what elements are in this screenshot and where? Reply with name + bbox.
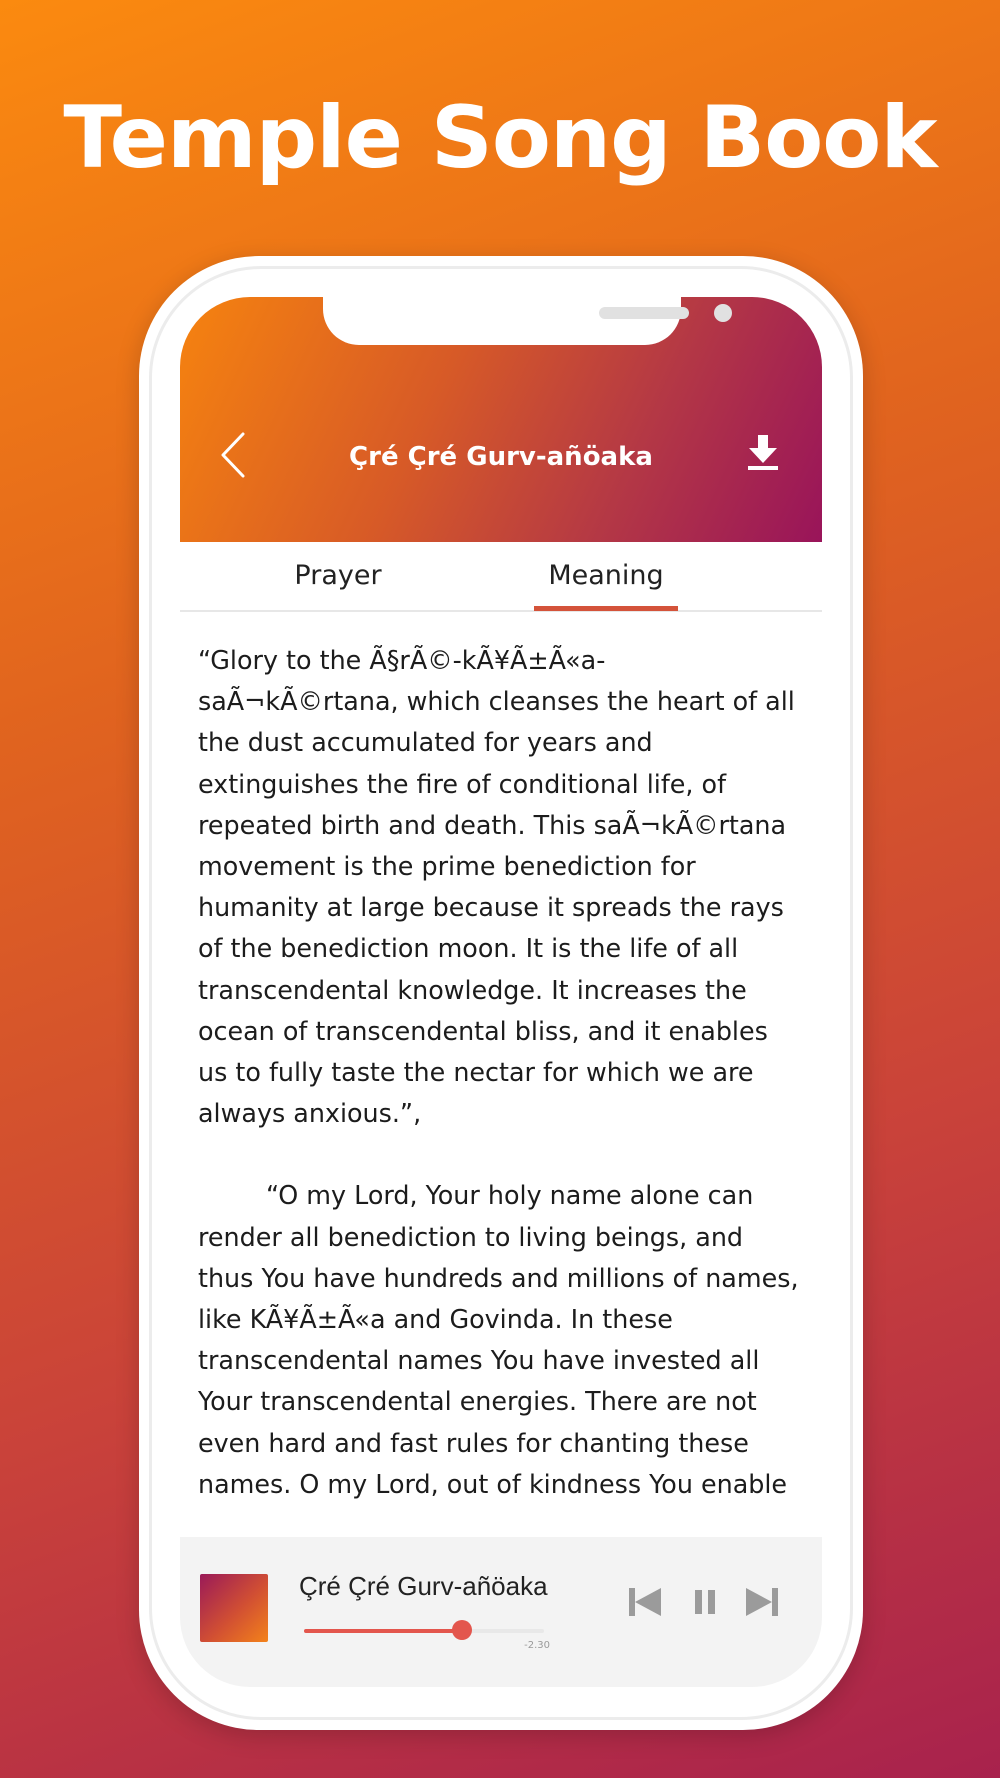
tab-meaning[interactable]: Meaning	[548, 560, 664, 591]
progress-fill	[304, 1629, 462, 1633]
mini-player[interactable]	[180, 1537, 822, 1687]
speaker-grille	[599, 307, 689, 319]
time-remaining: -2.30	[524, 1640, 550, 1651]
pause-button[interactable]	[685, 1582, 725, 1622]
previous-button[interactable]	[625, 1582, 665, 1622]
player-track-title: Çré Çré Gurv-añöaka	[299, 1571, 548, 1601]
chevron-left-icon	[215, 430, 255, 480]
song-title: Çré Çré Gurv-añöaka	[349, 442, 653, 472]
phone-notch	[323, 297, 681, 345]
meaning-paragraph: “Glory to the Ã§rÃ©-kÃ¥Ã±Ã«a-saÃ¬kÃ©rtana, which cleanses the heart of all the dust accumulated for years and extinguishes the fire of conditional life, of repeated birth and death. This saÃ¬kÃ©rtana movement is the prime benediction for humanity at large because it spreads the rays of the benediction moon. It is the life of all transcendental knowledge. It increases the ocean of transcendental bliss, and it enables us to fully taste the nectar for which we are always anxious.”,	[198, 645, 795, 1129]
pause-icon	[685, 1582, 725, 1622]
active-tab-indicator	[534, 606, 678, 611]
next-button[interactable]	[742, 1582, 782, 1622]
skip-next-icon	[742, 1582, 782, 1622]
tab-bar	[180, 542, 822, 612]
promo-title: Temple Song Book	[63, 88, 937, 188]
album-art[interactable]	[200, 1574, 268, 1642]
front-camera	[714, 304, 732, 322]
download-button[interactable]	[743, 433, 783, 473]
app-header	[180, 297, 822, 542]
progress-knob[interactable]	[452, 1620, 472, 1640]
download-icon	[743, 433, 783, 473]
app-screen	[180, 297, 822, 1687]
skip-previous-icon	[625, 1582, 665, 1622]
tab-prayer[interactable]: Prayer	[294, 560, 382, 591]
meaning-paragraph: “O my Lord, Your holy name alone can render all benediction to living beings, and thus You have hundreds and millions of names, like KÃ¥Ã±Ã«a and Govinda. In these transcendental names You have invested all Your transcendental energies. There are not even hard and fast rules for chanting these names. O my Lord, out of kindness You enable	[198, 1180, 799, 1499]
back-button[interactable]	[215, 430, 255, 480]
progress-slider[interactable]	[304, 1629, 544, 1633]
meaning-text	[198, 640, 804, 1505]
